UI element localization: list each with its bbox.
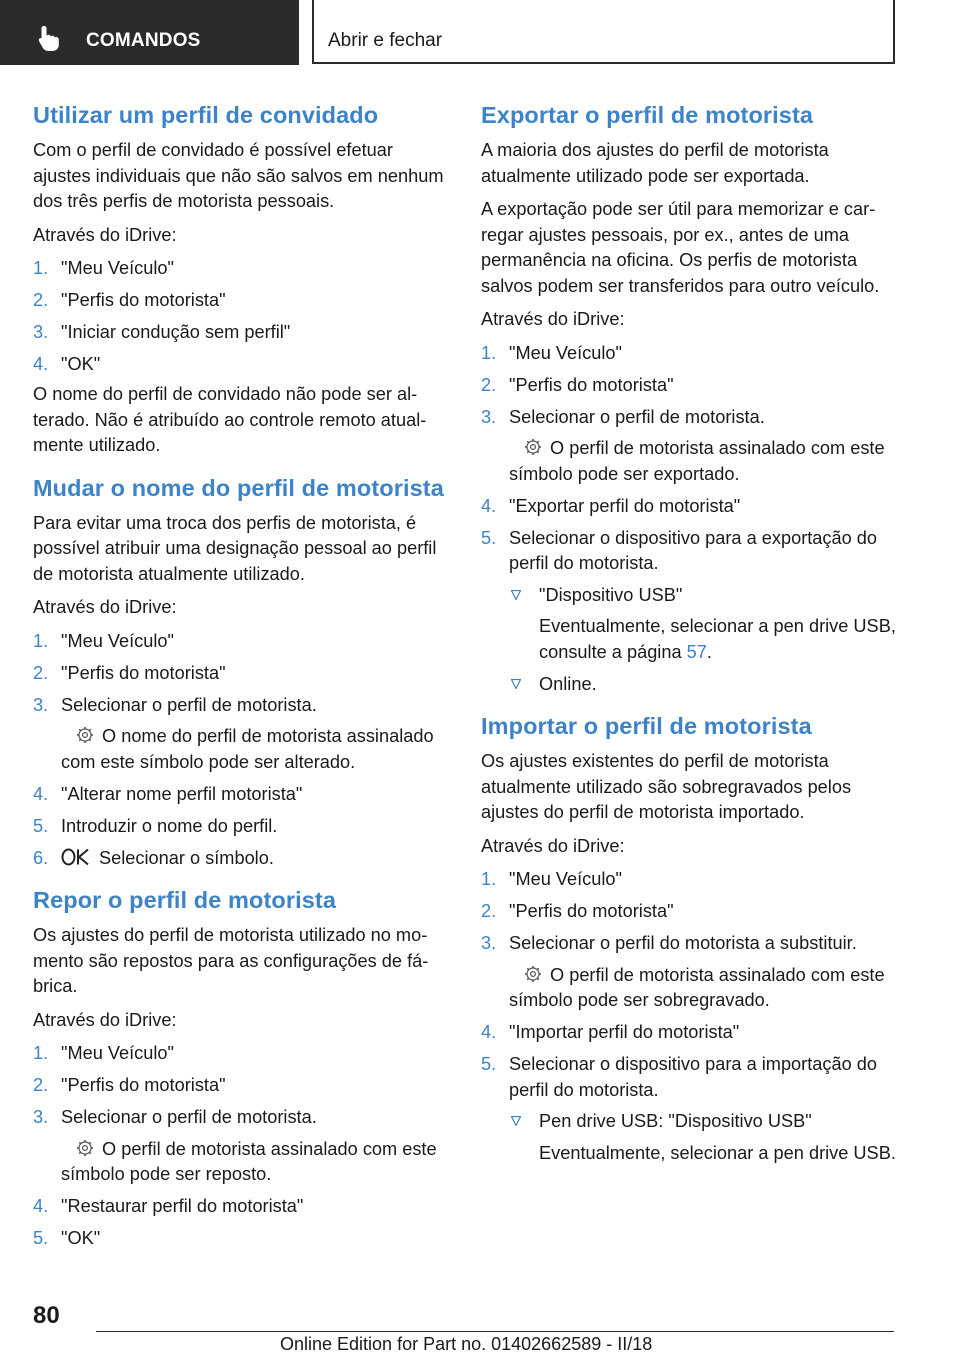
- footer-divider: [96, 1331, 894, 1332]
- steps-list: [33, 629, 448, 872]
- step-text: "Perfis do motorista": [61, 662, 226, 683]
- gear-icon: [524, 965, 542, 983]
- step-note: [509, 963, 896, 1014]
- sub-note-end: .: [706, 641, 712, 662]
- sub-item: [509, 583, 896, 666]
- step-number: 2.: [33, 1075, 49, 1095]
- sub-note-text: Eventualmente, selecionar a pen drive USB, consulte a página: [539, 616, 896, 662]
- breadcrumb-tab[interactable]: [312, 0, 895, 64]
- step-text: Selecionar o símbolo.: [99, 847, 274, 868]
- section-tab[interactable]: [0, 0, 299, 65]
- step-text: "Perfis do motorista": [61, 1075, 226, 1095]
- paragraph: A exportação pode ser útil para memorizar e carregar ajustes pessoais, por ex., antes de uma permanência na oficina. Os perfis de motorista salvos podem ser transferidos para outro veículo.: [481, 199, 880, 296]
- step-text: "Meu Veículo": [509, 342, 623, 363]
- step-number: 3.: [33, 322, 49, 342]
- list-item: [481, 526, 896, 698]
- step-text: "Importar perfil do motorista": [509, 1022, 740, 1042]
- list-item: [33, 352, 448, 378]
- step-text: "OK": [61, 1228, 101, 1248]
- section-title: Importar o perfil de motorista: [481, 713, 812, 739]
- list-item: [33, 1226, 448, 1252]
- list-item: [33, 256, 448, 282]
- section-title: Repor o perfil de motorista: [33, 887, 337, 913]
- list-item: [33, 1194, 448, 1220]
- list-item: [33, 288, 448, 314]
- sub-text: "Dispositivo USB": [539, 584, 683, 605]
- step-note: [61, 724, 448, 775]
- step-number: 5.: [481, 1054, 497, 1074]
- list-item: [33, 320, 448, 346]
- idrive-label: Através do iDrive:: [33, 597, 177, 617]
- step-note: [61, 1137, 448, 1188]
- section-export-profile: [481, 100, 896, 697]
- note-text: O perfil de motorista assinalado com este símbolo pode ser exportado.: [509, 438, 885, 484]
- steps-list: [33, 256, 448, 378]
- step-number: 4.: [481, 1022, 497, 1042]
- list-item: [481, 1020, 896, 1046]
- list-item: [33, 1041, 448, 1067]
- list-item: [481, 341, 896, 367]
- step-number: 1.: [33, 258, 49, 278]
- list-item: [33, 782, 448, 808]
- list-item: [481, 867, 896, 893]
- section-import-profile: [481, 711, 896, 1166]
- sub-note: Eventualmente, selecionar a pen drive USB.: [539, 1142, 896, 1163]
- step-text: "Meu Veículo": [509, 869, 623, 889]
- gear-icon: [76, 1139, 94, 1157]
- section-label: COMANDOS: [86, 30, 201, 51]
- gear-icon: [524, 438, 542, 456]
- paragraph: A maioria dos ajustes do perfil de motorista atualmente utilizado pode ser exportada.: [481, 140, 829, 186]
- list-item: [33, 1105, 448, 1188]
- steps-list: [481, 867, 896, 1166]
- page-number: 80: [33, 1302, 60, 1329]
- step-text: "Perfis do motorista": [509, 901, 674, 921]
- step-number: 1.: [33, 1043, 49, 1063]
- step-text: "Meu Veículo": [61, 1043, 175, 1063]
- steps-list: [481, 341, 896, 698]
- idrive-label: Através do iDrive:: [33, 1009, 177, 1030]
- sub-text: Online.: [539, 673, 597, 694]
- left-column: [33, 100, 448, 1266]
- step-number: 5.: [33, 1228, 49, 1248]
- step-number: 1.: [481, 342, 497, 363]
- list-item: [33, 846, 448, 872]
- step-number: 3.: [481, 933, 497, 953]
- step-text: Selecionar o perfil de motorista.: [61, 694, 317, 715]
- step-number: 1.: [481, 869, 497, 889]
- page-header: [0, 0, 960, 66]
- step-text: "Alterar nome perfil motorista": [61, 783, 303, 804]
- section-title: Mudar o nome do perfil de motorista: [33, 474, 444, 501]
- section-guest-profile: [33, 100, 448, 459]
- sub-item: [509, 1109, 896, 1166]
- pointing-hand-icon: [36, 24, 62, 52]
- step-text: Selecionar o perfil de motorista.: [509, 406, 765, 427]
- step-number: 2.: [33, 290, 49, 310]
- note-text: O perfil de motorista assinalado com este símbolo pode ser sobregravado.: [509, 964, 885, 1010]
- step-text: "Perfis do motorista": [509, 374, 674, 395]
- right-column: [481, 100, 896, 1180]
- step-number: 3.: [33, 1107, 49, 1127]
- idrive-label: Através do iDrive:: [481, 835, 625, 856]
- step-text: Selecionar o dispositivo para a importação do perfil do motorista.: [509, 1054, 878, 1100]
- breadcrumb: Abrir e fechar: [328, 30, 443, 51]
- section-reset-profile: [33, 885, 448, 1252]
- list-item: [33, 814, 448, 840]
- step-number: 4.: [33, 1196, 49, 1216]
- list-item: [481, 494, 896, 520]
- steps-list: [33, 1041, 448, 1252]
- sub-options: [509, 1109, 896, 1166]
- step-text: "Restaurar perfil do motorista": [61, 1196, 304, 1216]
- step-text: "Meu Veículo": [61, 258, 175, 278]
- paragraph: O nome do perfil de convidado não pode ser alterado. Não é atribuído ao controle remoto atualmente utilizado.: [33, 384, 427, 455]
- step-text: Selecionar o perfil de motorista.: [61, 1107, 317, 1127]
- step-number: 2.: [481, 374, 497, 395]
- step-note: [509, 436, 896, 487]
- list-item: [33, 629, 448, 655]
- triangle-bullet-icon: [511, 679, 521, 689]
- step-number: 2.: [33, 662, 49, 683]
- sub-text: Pen drive USB: "Dispositivo USB": [539, 1111, 812, 1131]
- step-text: "OK": [61, 354, 101, 374]
- ok-icon: [61, 848, 91, 866]
- step-number: 5.: [33, 815, 49, 836]
- page-link[interactable]: 57: [686, 641, 707, 662]
- step-number: 4.: [33, 783, 49, 804]
- idrive-label: Através do iDrive:: [33, 224, 177, 245]
- sub-note: [539, 614, 896, 665]
- step-number: 3.: [33, 694, 49, 715]
- list-item: [33, 661, 448, 687]
- section-rename-profile: [33, 473, 448, 872]
- step-number: 4.: [481, 495, 497, 516]
- triangle-bullet-icon: [511, 1116, 521, 1126]
- step-number: 6.: [33, 847, 49, 868]
- step-number: 5.: [481, 527, 497, 548]
- section-title: Exportar o perfil de motorista: [481, 102, 814, 128]
- sub-options: [509, 583, 896, 698]
- paragraph: Para evitar uma troca dos perfis de motorista, é possível atribuir uma designação pessoal ao perfil de motorista atualmente utilizado.: [33, 512, 437, 584]
- triangle-bullet-icon: [511, 590, 521, 600]
- gear-icon: [76, 726, 94, 744]
- step-text: Introduzir o nome do perfil.: [61, 815, 278, 836]
- list-item: [481, 1052, 896, 1166]
- list-item: [481, 899, 896, 925]
- step-text: "Iniciar condução sem perfil": [61, 322, 291, 342]
- list-item: [481, 373, 896, 399]
- step-number: 3.: [481, 406, 497, 427]
- note-text: O perfil de motorista assinalado com este símbolo pode ser reposto.: [61, 1138, 437, 1184]
- list-item: [33, 693, 448, 776]
- list-item: [481, 405, 896, 488]
- step-text: Selecionar o dispositivo para a exportação do perfil do motorista.: [509, 527, 878, 573]
- step-text: Selecionar o perfil do motorista a substituir.: [509, 933, 857, 953]
- paragraph: Com o perfil de convidado é possível efetuar ajustes individuais que não são salvos em nenhum dos três perfis de motorista pessoais.: [33, 140, 444, 211]
- step-number: 2.: [481, 901, 497, 921]
- step-number: 4.: [33, 354, 49, 374]
- edition-note: Online Edition for Part no. 01402662589 - II/18: [280, 1334, 653, 1354]
- idrive-label: Através do iDrive:: [481, 309, 625, 329]
- list-item: [481, 931, 896, 1014]
- step-text: "Meu Veículo": [61, 630, 175, 651]
- paragraph: Os ajustes do perfil de motorista utilizado no momento são repostos para as configurações de fábrica.: [33, 925, 429, 996]
- list-item: [33, 1073, 448, 1099]
- step-text: "Perfis do motorista": [61, 290, 226, 310]
- section-title: Utilizar um perfil de convidado: [33, 102, 379, 128]
- step-number: 1.: [33, 630, 49, 651]
- note-text: O nome do perfil de motorista assinalado com este símbolo pode ser alterado.: [61, 726, 434, 772]
- sub-item: [509, 672, 896, 698]
- step-text: "Exportar perfil do motorista": [509, 495, 741, 516]
- paragraph: Os ajustes existentes do perfil de motorista atualmente utilizado são sobregravados pelos ajustes do perfil de motorista importado.: [481, 751, 852, 822]
